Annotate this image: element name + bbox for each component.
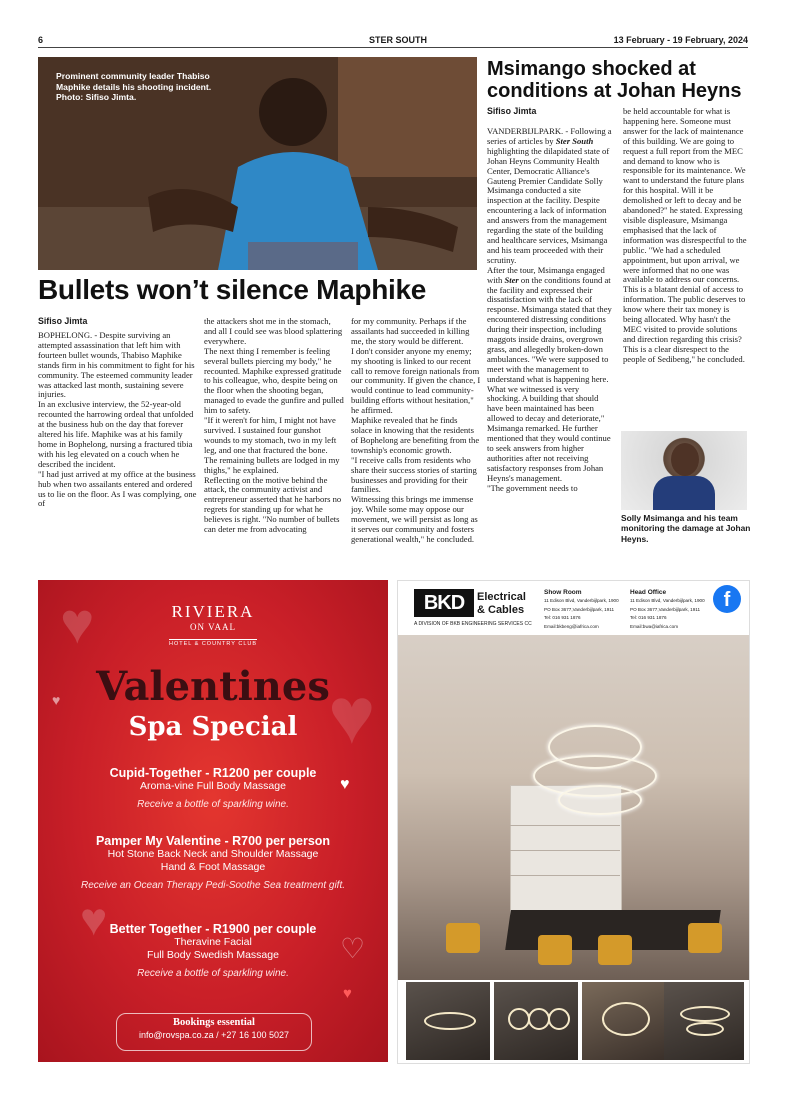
package-2	[38, 834, 388, 891]
paragraph: In an exclusive interview, the 52-year-old recounted the harrowing ordeal that unfolded at the business hub on the day that forever altered his life. Maphike was at his family home in Bophelong, nursing a fractured tibia with his leg elevated on a couch when he described the incident.	[38, 399, 194, 469]
paragraph: VANDERBIJLPARK. - Following a series of articles by Ster South highlighting the dilapidated state of Johan Heyns Community Health Center, Democratic Alliance's Gauteng Premier Candidate Solly Msimanga conducted a site inspection at the facility. Despite encountering a lack of information and answers from the management regarding the state of the building and healthcare services, Msimanga and his team proceeded with their scrutiny.	[487, 127, 612, 265]
facebook-icon[interactable]: f	[713, 585, 741, 613]
package-line: Full Body Swedish Massage	[147, 949, 279, 961]
photo-caption: Prominent community leader Thabiso Maphike details his shooting incident. Photo: Sifiso Jimta.	[56, 71, 212, 102]
paragraph: be held accountable for what is happening here. Someone must answer for the lack of maintenance of this building. We are going to request a full report from the MEC and demand to know who is responsible for its maintenance. We want to understand the future plans for this hospital. Will it be demolished or left to decay and be abandoned?" he stated. Expressing visible displeasure, Msimanga emphasised that the lack of information was disrespectful to the public. "We had a scheduled appointment, but upon arrival, we were informed that no one was available to address our concerns. This is a blatant denial of access to information. The public deserves to know where their tax money is being allocated. Why hasn't the MEC visited to provide solutions and direction regarding this crisis? This is a clear disrespect to the people of Sedibeng," he concluded.	[623, 107, 747, 364]
story1-column-3	[351, 317, 481, 571]
paragraph: The next thing I remember is feeling several bullets piercing my body," he recounted. Maphike expressed gratitude to his colleague, who, despite being on the floor when the shooting began, managed to evade the gunfire and pulled him to safety.	[204, 345, 344, 416]
headoffice-block: Head Office 11 Edison Blvd, Vanderbijlpark, 1900 PO Box 3677,Vanderbijlpark, 1911 Tel: 016 931 1876 Email:bwa@iafrica.com	[630, 589, 705, 629]
header-rule	[38, 47, 748, 48]
issue-date: 13 February - 19 February, 2024	[613, 35, 748, 45]
photo-caption: Solly Msimanga and his team monitoring the damage at Johan Heyns.	[621, 513, 751, 544]
chandelier-photo	[398, 635, 749, 980]
product-thumbnail	[494, 982, 578, 1060]
heart-icon: ♥	[328, 671, 376, 760]
package-line: Hot Stone Back Neck and Shoulder Massage	[107, 848, 319, 860]
paragraph: BOPHELONG. - Despite surviving an attempted assassination that left him with fourteen bullet wounds, Thabiso Maphike stands firm in his commitment to fight for his community. The esteemed community leader was attacked last month, sustaining severe injuries.	[38, 331, 195, 400]
address-line: 11 Edison Blvd, Vanderbijlpark, 1900	[544, 598, 619, 603]
story1-column-2	[204, 317, 344, 571]
brand-name: RIVIERA	[171, 602, 255, 621]
paragraph: After the tour, Msimanga engaged with Ster on the conditions found at the facility and expressed their dissatisfaction with the lack of response. Msimanga stated that they encountered distressing conditions during their inspection, including maggots inside drains, overgrown grass, and allegedly broken-down ambulances. "We were supposed to meet with the management to understand what is happening here. What we witnessed is very shocking. A building that should have been maintained has been allowed to decay and deteriorate," Msimanga remarked. He further mentioned that they would continue to seek answers from higher authorities after not receiving satisfactory responses from Johan Heyns's management.	[487, 264, 612, 483]
address-line: PO Box 3677,Vanderbijlpark, 1911	[630, 606, 701, 612]
riviera-logo	[38, 602, 388, 650]
package-title: Cupid-Together - R1200 per couple	[109, 766, 317, 780]
address-line: Email:bwa@iafrica.com	[630, 623, 679, 629]
package-note: Receive an Ocean Therapy Pedi-Soothe Sea treatment gift.	[80, 880, 346, 891]
bkd-logo: BKD	[414, 589, 474, 617]
address-line: Email:bkbeng@iafrica.com	[544, 623, 599, 629]
product-thumbnail	[582, 982, 666, 1060]
product-thumbnail	[664, 982, 744, 1060]
bkd-name: Electrical & Cables	[477, 591, 526, 616]
address-line: Tel: 016 931 1876	[630, 615, 667, 620]
heart-icon: ♥	[60, 591, 95, 656]
bkd-advert	[397, 580, 750, 1064]
heart-icon: ♥	[343, 985, 352, 1002]
package-line: Hand & Foot Massage	[160, 861, 266, 873]
package-title: Pamper My Valentine - R700 per person	[95, 834, 331, 848]
package-note: Receive a bottle of sparkling wine.	[137, 799, 289, 810]
story1-headline: Bullets won’t silence Maphike	[38, 274, 427, 305]
product-thumbnail	[406, 982, 490, 1060]
publication-name: STER SOUTH	[369, 35, 428, 45]
booking-contact: info@rovspa.co.za / +27 16 100 5027	[139, 1030, 289, 1040]
publication-mention: Ster South	[555, 135, 594, 146]
paragraph: "The government needs to	[487, 482, 578, 493]
ad-subtitle: Spa Special	[128, 712, 298, 742]
story2-column-1	[487, 127, 614, 571]
paragraph: Maphike revealed that he finds solace in knowing that the residents of Bophelong are benefiting from the township's economic growth.	[351, 415, 480, 455]
page-header	[38, 33, 748, 47]
paragraph: "I receive calls from residents who share their success stories of starting businesses and providing for their families.	[351, 454, 477, 495]
paragraph: Witnessing this brings me immense joy. While some may oppose our movement, we will persist as long as it serves our community and fosters generational wealth," he concluded.	[351, 494, 478, 544]
address-line: PO Box 3677,Vanderbijlpark, 1911	[544, 606, 615, 612]
msimanga-photo	[621, 431, 747, 510]
booking-box	[116, 1013, 312, 1051]
showroom-block: Show Room 11 Edison Blvd, Vanderbijlpark, 1900 PO Box 3677,Vanderbijlpark, 1911 Tel: 016 931 1876 Email:bkbeng@iafrica.com	[544, 589, 619, 629]
package-line: Aroma-vine Full Body Massage	[140, 780, 286, 792]
page-number: 6	[38, 35, 44, 45]
bkd-division: A DIVISION OF BKB ENGINEERING SERVICES CC	[414, 621, 532, 627]
story2-headline: Msimango shocked at conditions at Johan Heyns	[487, 58, 742, 102]
ad-title: Valentines	[96, 663, 330, 710]
paragraph: "I had just arrived at my office at the business hub when two assailants entered and ordered us to lie on the floor. As I was complying, one of	[38, 468, 197, 509]
bkd-header	[398, 581, 749, 633]
paragraph: for my community. Perhaps if the assailants had succeeded in killing me, the story would be different.	[351, 317, 470, 346]
brand-tagline: HOTEL & COUNTRY CLUB	[168, 641, 258, 647]
story2-column-2	[623, 107, 748, 429]
story1-byline: Sifiso Jimta	[38, 316, 88, 326]
story1-column-1	[38, 331, 198, 571]
heart-icon: ♥	[52, 692, 61, 708]
paragraph: the attackers shot me in the stomach, and all I could see was blood splattering everywhere.	[204, 317, 343, 346]
heart-icon: ♥	[340, 776, 350, 793]
heart-icon: ♡	[340, 933, 366, 964]
address-line: Tel: 016 931 1876	[544, 615, 581, 620]
package-line: Theravine Facial	[174, 936, 252, 948]
paragraph: Reflecting on the motive behind the attack, the community activist and entrepreneur asserted that he harbors no regrets for standing up for what he believes is right. "No number of bullets can deter me from advocating	[204, 474, 342, 535]
maphike-photo	[38, 57, 477, 270]
paragraph: "If it weren't for him, I might not have survived. I sustained four gunshot wounds to my stomach, two in my left leg, and one that fractured the bone.	[204, 415, 337, 455]
paragraph: The remaining bullets are lodged in my thighs," he explained.	[204, 454, 340, 475]
spa-advert	[38, 580, 388, 1062]
publication-mention: Ster	[504, 274, 519, 285]
booking-title: Bookings essential	[173, 1017, 255, 1028]
story2-byline: Sifiso Jimta	[487, 106, 537, 116]
brand-sub: ON VAAL	[190, 622, 236, 632]
package-title: Better Together - R1900 per couple	[109, 922, 317, 936]
package-3	[38, 922, 388, 979]
heart-icon: ♥	[80, 893, 108, 945]
paragraph: I don't consider anyone my enemy; my shooting is linked to our recent call to remove foreign nationals from our community. If given the chance, I would continue to lead community-building efforts without hesitation," he affirmed.	[351, 345, 481, 416]
address-line: 11 Edison Blvd, Vanderbijlpark, 1900	[630, 598, 705, 603]
package-note: Receive a bottle of sparkling wine.	[137, 968, 289, 979]
package-1	[38, 766, 388, 810]
